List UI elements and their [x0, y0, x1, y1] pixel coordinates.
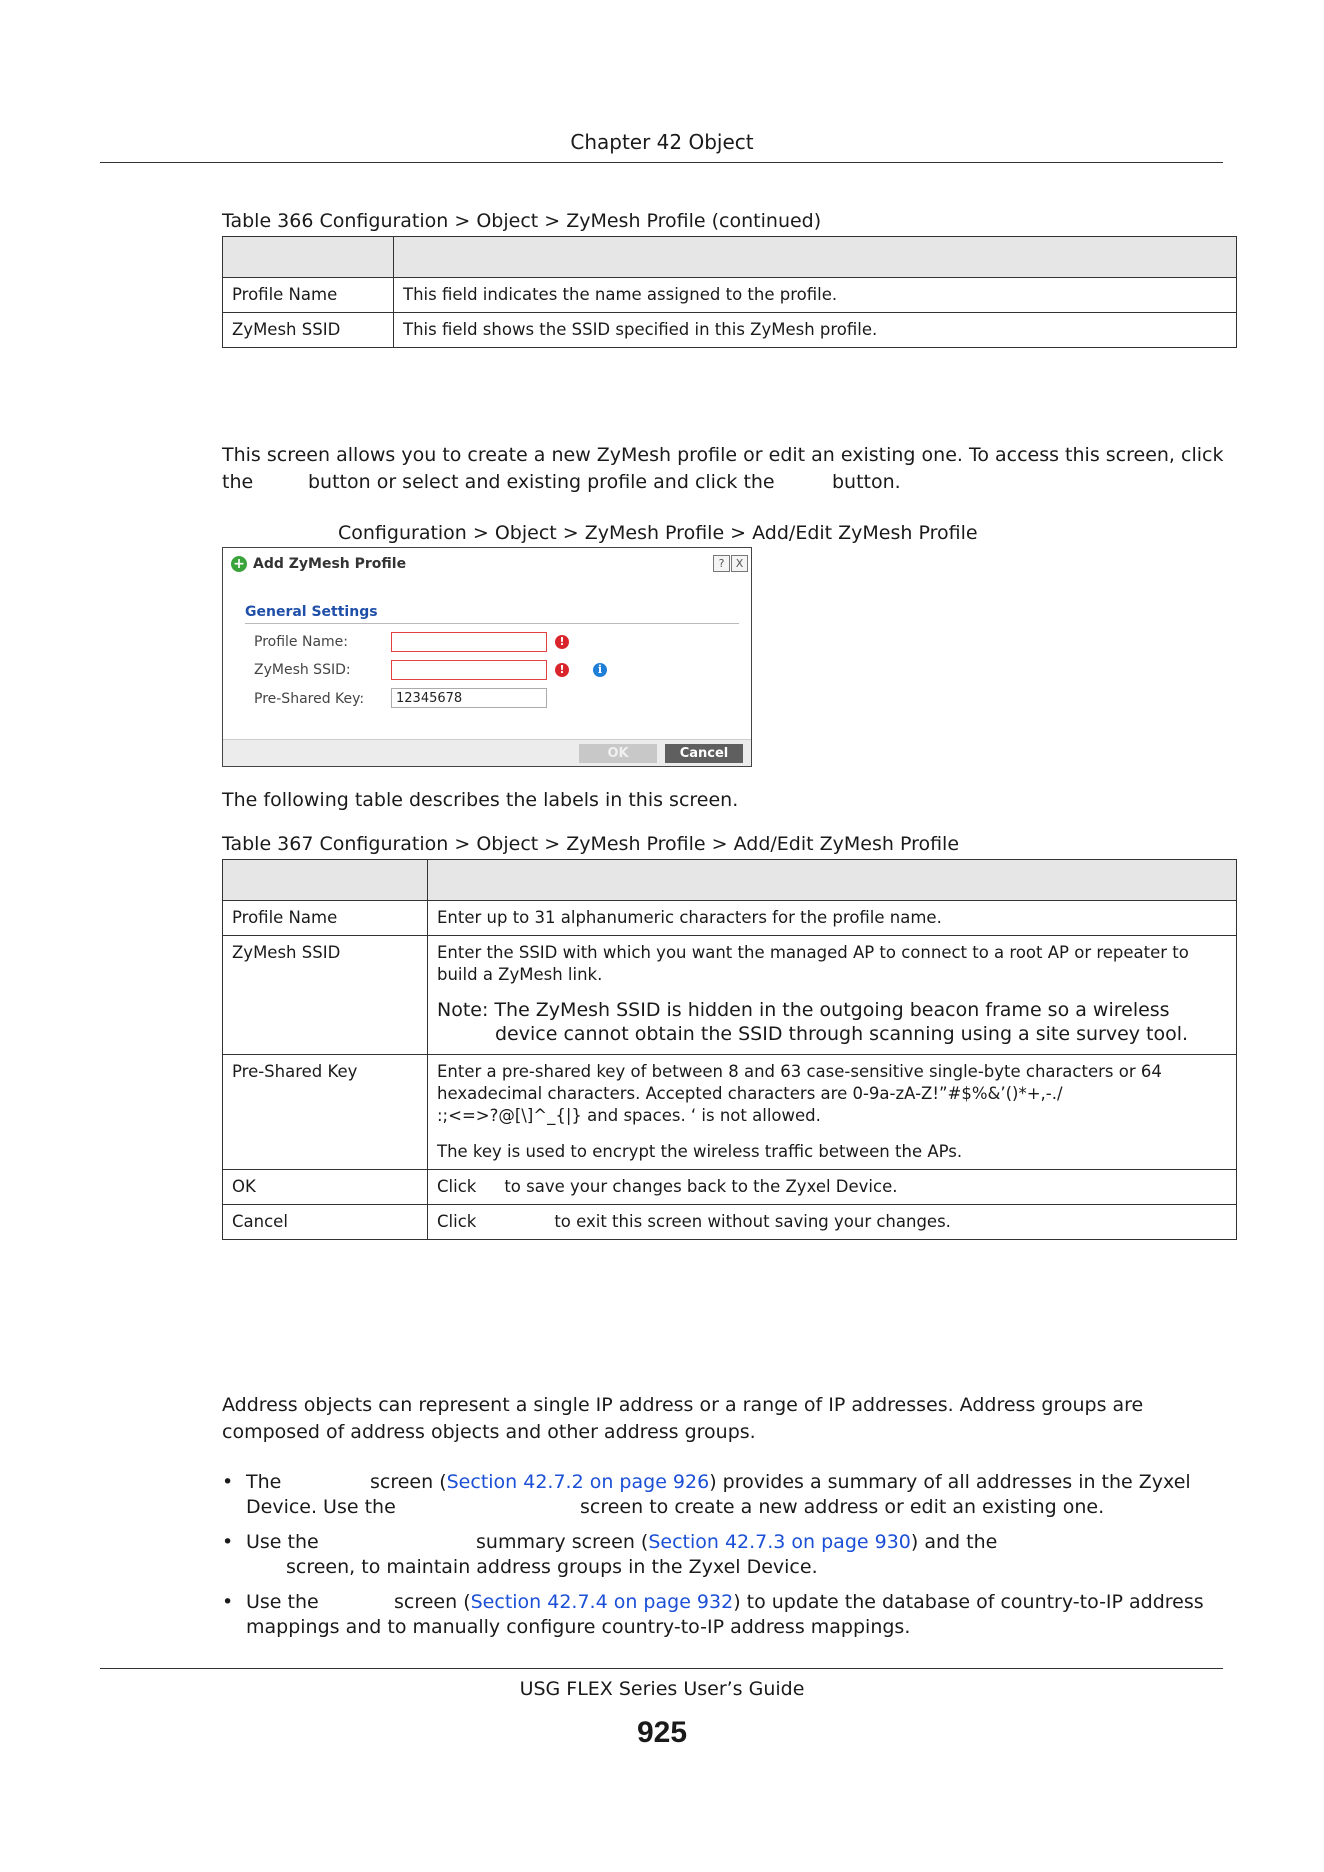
table-row — [223, 278, 1237, 313]
intro-fragment: the — [222, 471, 254, 493]
text-fragment: summary screen ( — [476, 1531, 649, 1553]
pre-shared-key-label: Pre-Shared Key: — [254, 691, 365, 707]
table-row — [223, 936, 1237, 1055]
text-fragment: ) provides a summary of all addresses in the Zyxel — [709, 1471, 1191, 1493]
list-item-body — [222, 1590, 1232, 1640]
header-rule — [100, 162, 1223, 163]
row-label: OK — [223, 1170, 428, 1205]
description-line: Enter the SSID with which you want the managed AP to connect to a root AP or repeater to — [437, 943, 1189, 962]
address-line: Address objects can represent a single IP address or a range of IP addresses. Address groups are — [222, 1394, 1144, 1416]
table-row — [223, 1205, 1237, 1240]
list-item-line — [246, 1615, 1232, 1640]
description-fragment: to exit this screen without saving your changes. — [554, 1212, 951, 1231]
error-icon: ! — [555, 663, 569, 677]
section-link[interactable]: Section 42.7.2 on page 926 — [446, 1471, 710, 1493]
row-label: Profile Name — [223, 278, 394, 313]
intro-line — [222, 469, 1232, 496]
general-settings-title: General Settings — [245, 604, 378, 620]
row-description: This field indicates the name assigned to the profile. — [394, 278, 1237, 313]
header-cell — [428, 860, 1237, 901]
header-cell — [223, 860, 428, 901]
section-link[interactable]: Section 42.7.4 on page 932 — [470, 1591, 734, 1613]
section-link[interactable]: Section 42.7.3 on page 930 — [648, 1531, 911, 1553]
list-item-line — [246, 1495, 1232, 1520]
add-zymesh-profile-dialog — [222, 547, 752, 767]
list-item-line — [246, 1590, 1232, 1615]
row-description: Enter up to 31 alphanumeric characters for the profile name. — [428, 901, 1237, 936]
row-description — [428, 936, 1237, 1055]
text-fragment: mappings and to manually configure country-to-IP address mappings. — [246, 1616, 911, 1638]
zymesh-ssid-label: ZyMesh SSID: — [254, 662, 351, 678]
ok-button[interactable]: OK — [579, 744, 657, 763]
text-fragment: Use the — [246, 1591, 319, 1613]
bullet: • — [222, 1591, 234, 1613]
list-item-body — [222, 1470, 1232, 1520]
description-line: Enter a pre-shared key of between 8 and 63 case-sensitive single-byte characters or 64 — [437, 1062, 1162, 1081]
guide-title: USG FLEX Series User’s Guide — [519, 1678, 805, 1700]
dialog-footer — [223, 739, 751, 766]
bullet: • — [222, 1531, 234, 1553]
list-item — [222, 1470, 1232, 1520]
dialog-title — [231, 556, 406, 572]
text-fragment — [394, 1590, 1204, 1615]
list-item-line — [246, 1555, 1232, 1580]
text-fragment: screen ( — [370, 1471, 447, 1493]
figure-caption: Configuration > Object > ZyMesh Profile > Add/Edit ZyMesh Profile — [338, 522, 978, 544]
info-icon[interactable]: i — [593, 663, 607, 677]
table-row — [223, 1170, 1237, 1205]
table-row — [223, 313, 1237, 348]
intro-line: This screen allows you to create a new ZyMesh profile or edit an existing one. To access this screen, click — [222, 444, 1224, 466]
text-fragment: Use the — [246, 1531, 319, 1553]
table-367 — [222, 859, 1237, 1240]
table-366-caption: Table 366 Configuration > Object > ZyMesh Profile (continued) — [222, 210, 822, 232]
profile-name-input[interactable] — [391, 632, 547, 652]
row-description — [428, 1205, 1237, 1240]
row-description: This field shows the SSID specified in this ZyMesh profile. — [394, 313, 1237, 348]
text-fragment: screen to create a new address or edit an existing one. — [580, 1496, 1105, 1518]
row-label: ZyMesh SSID — [223, 936, 428, 1055]
table-366 — [222, 236, 1237, 348]
header-cell — [223, 237, 394, 278]
description-line: :;<=>?@[\]^_{|} and spaces. ‘ is not allowed. — [437, 1106, 821, 1125]
description-fragment: to save your changes back to the Zyxel Device. — [504, 1177, 898, 1196]
intro-fragment: button or select and existing profile and click the — [308, 471, 775, 493]
row-label: Pre-Shared Key — [223, 1055, 428, 1170]
intro-paragraph — [222, 442, 1232, 496]
footer-rule — [100, 1668, 1223, 1669]
description-line: build a ZyMesh link. — [437, 965, 603, 984]
table-367-caption: Table 367 Configuration > Object > ZyMesh Profile > Add/Edit ZyMesh Profile — [222, 833, 960, 855]
table-header-row — [223, 860, 1237, 901]
list-item — [222, 1530, 1232, 1580]
description-line: hexadecimal characters. Accepted characters are 0-9a-zA-Z!”#$%&’()*+,-./ — [437, 1084, 1063, 1103]
description-line: The key is used to encrypt the wireless traffic between the APs. — [437, 1142, 963, 1161]
text-fragment — [370, 1470, 1191, 1495]
zymesh-ssid-input[interactable] — [391, 660, 547, 680]
row-description — [428, 1170, 1237, 1205]
lead-sentence: The following table describes the labels in this screen. — [222, 789, 739, 811]
chapter-header: Chapter 42 Object — [570, 130, 754, 154]
text-fragment: ) to update the database of country-to-IP address — [733, 1591, 1204, 1613]
row-label: Profile Name — [223, 901, 428, 936]
pre-shared-key-input[interactable]: 12345678 — [391, 688, 547, 708]
error-icon: ! — [555, 635, 569, 649]
text-fragment: screen, to maintain address groups in the Zyxel Device. — [286, 1556, 818, 1578]
row-label: ZyMesh SSID — [223, 313, 394, 348]
add-icon: + — [231, 556, 247, 572]
list-item — [222, 1590, 1232, 1640]
list-item-body — [222, 1530, 1232, 1580]
text-fragment: Device. Use the — [246, 1496, 396, 1518]
text-fragment: ) and the — [910, 1531, 998, 1553]
table-row — [223, 901, 1237, 936]
address-paragraph — [222, 1392, 1232, 1446]
text-fragment — [476, 1530, 997, 1555]
section-divider — [245, 623, 739, 624]
header-cell — [394, 237, 1237, 278]
close-icon[interactable]: X — [731, 555, 748, 572]
intro-fragment: button. — [832, 471, 901, 493]
dialog-title-text: Add ZyMesh Profile — [253, 556, 407, 572]
row-label: Cancel — [223, 1205, 428, 1240]
list-item-line — [246, 1470, 1232, 1495]
table-row — [223, 1055, 1237, 1170]
note-line: device cannot obtain the SSID through scanning using a site survey tool. — [495, 1023, 1189, 1045]
list-item-line — [246, 1530, 1232, 1555]
text-fragment: The — [246, 1471, 282, 1493]
row-description — [428, 1055, 1237, 1170]
table-header-row — [223, 237, 1237, 278]
description-fragment: Click — [437, 1177, 477, 1196]
page-number: 925 — [636, 1716, 688, 1749]
profile-name-label: Profile Name: — [254, 634, 349, 650]
text-fragment: screen ( — [394, 1591, 471, 1613]
cancel-button[interactable]: Cancel — [665, 744, 743, 763]
description-fragment: Click — [437, 1212, 477, 1231]
note-line: Note: The ZyMesh SSID is hidden in the outgoing beacon frame so a wireless — [437, 999, 1170, 1021]
help-icon[interactable]: ? — [713, 555, 730, 572]
address-line: composed of address objects and other address groups. — [222, 1421, 756, 1443]
bullet: • — [222, 1471, 234, 1493]
